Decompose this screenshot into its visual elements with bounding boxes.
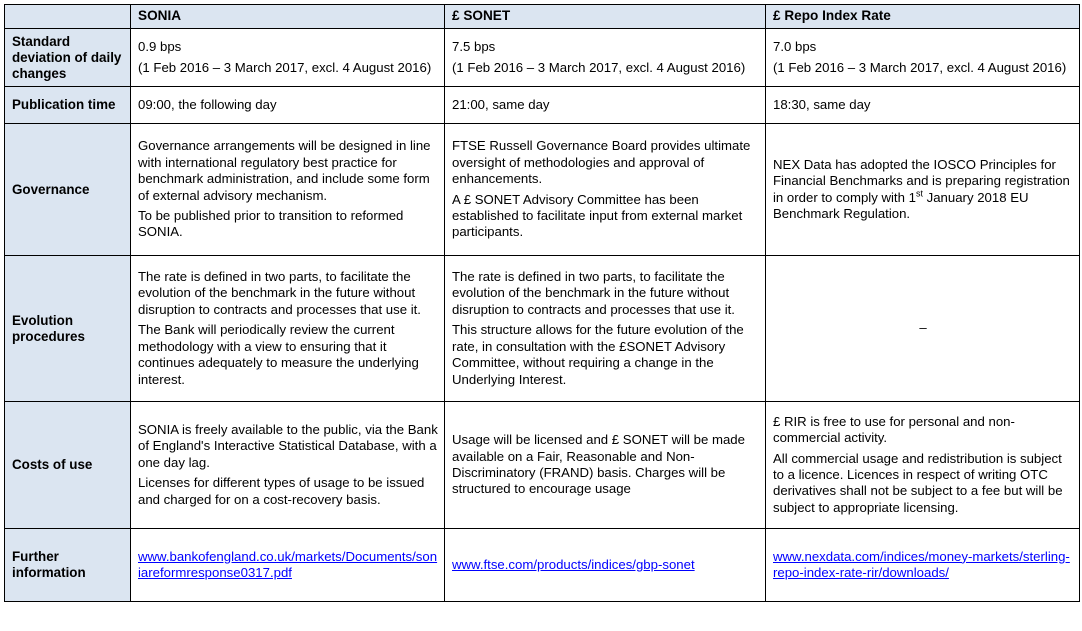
table-row-governance [5,124,1080,256]
sonet-governance-para-1: FTSE Russell Governance Board provides ultimate oversight of methodologies and approval of enhancements. [452,138,751,187]
cell-sonia-further-information [131,529,445,602]
column-header-sonet: £ SONET [445,5,766,29]
row-label-costs-of-use: Costs of use [5,402,131,529]
cell-rir-publication-time: 18:30, same day [766,87,1080,124]
sonet-governance-para-2: A £ SONET Advisory Committee has been established to facilitate input from external market participants. [452,191,743,240]
row-label-standard-deviation: Standard deviation of daily changes [5,29,131,87]
benchmark-comparison-table [4,4,1080,602]
cell-sonia-evolution-procedures [131,256,445,402]
cell-sonet-governance [445,124,766,256]
rir-costs-para-2: All commercial usage and redistribution is subject to a licence. Licences in respect of writing OTC derivatives shall not be subject to a fee but will be subject to appropriate licensing. [773,450,1063,515]
rir-costs-para-1: £ RIR is free to use for personal and non-commercial activity. [773,413,1015,446]
sonet-std-dev-value: 7.5 bps [452,39,496,55]
cell-sonia-costs-of-use [131,402,445,529]
column-header-sonia: SONIA [131,5,445,29]
sonia-costs-para-1: SONIA is freely available to the public, via the Bank of England's Interactive Statistical Database, with a one day lag. [138,421,438,470]
cell-sonia-governance [131,124,445,256]
cell-sonet-evolution-procedures [445,256,766,402]
cell-rir-evolution-procedures: – [766,256,1080,402]
table-row-standard-deviation [5,29,1080,87]
table-header-row [5,5,1080,29]
cell-rir-costs-of-use [766,402,1080,529]
row-label-publication-time: Publication time [5,87,131,124]
ordinal-suffix: st [915,188,923,199]
row-label-governance: Governance [5,124,131,256]
cell-sonet-costs-of-use: Usage will be licensed and £ SONET will be made available on a Fair, Reasonable and Non-Discriminatory (FRAND) basis. Charges will be structured to encourage usage [445,402,766,529]
cell-rir-standard-deviation [766,29,1080,87]
cell-sonet-further-information [445,529,766,602]
cell-sonet-publication-time: 21:00, same day [445,87,766,124]
sonia-evolution-para-1: The rate is defined in two parts, to facilitate the evolution of the benchmark in the future without disruption to contracts and processes that use it. [138,269,421,317]
rir-std-dev-value: 7.0 bps [773,39,817,55]
sonet-evolution-para-2: This structure allows for the future evolution of the rate, in consultation with the £SONET Advisory Committee, without requiring a change in the Underlying Interest. [452,322,744,387]
rir-governance-text-main: NEX Data has adopted the IOSCO Principles for Financial Benchmarks and is preparing registration in order to comply with 1 [773,156,1070,205]
cell-sonia-publication-time: 09:00, the following day [131,87,445,124]
sonia-governance-para-2: To be published prior to transition to reformed SONIA. [138,207,404,240]
nexdata-repo-index-rate-link[interactable]: www.nexdata.com/indices/money-markets/sterling-repo-index-rate-rir/downloads/ [773,548,1070,580]
table-row-further-information [5,529,1080,602]
rir-governance-text [773,157,1073,223]
table-row-publication-time [5,87,1080,124]
table-row-costs-of-use [5,402,1080,529]
rir-std-dev-period: (1 Feb 2016 – 3 March 2017, excl. 4 August 2016) [773,59,1067,75]
sonia-evolution-para-2: The Bank will periodically review the current methodology with a view to ensuring that it continues adequately to measure the underlying interest. [138,322,419,387]
cell-sonia-standard-deviation [131,29,445,87]
sonia-std-dev-value: 0.9 bps [138,39,182,55]
sonia-costs-para-2: Licenses for different types of usage to be issued and charged for on a cost-recovery basis. [138,475,425,507]
row-label-evolution-procedures: Evolution procedures [5,256,131,402]
table-row-evolution-procedures [5,256,1080,402]
sonet-std-dev-period: (1 Feb 2016 – 3 March 2017, excl. 4 August 2016) [452,59,746,75]
cell-sonet-standard-deviation [445,29,766,87]
row-label-further-information: Further information [5,529,131,602]
rir-governance-text-tail: January 2018 EU Benchmark Regulation. [773,189,1029,221]
sonia-std-dev-period: (1 Feb 2016 – 3 March 2017, excl. 4 August 2016) [138,59,432,75]
cell-rir-further-information [766,529,1080,602]
sonet-evolution-para-1: The rate is defined in two parts, to facilitate the evolution of the benchmark in the future without disruption to contracts and processes that use it. [452,269,735,317]
ftse-gbp-sonet-link[interactable]: www.ftse.com/products/indices/gbp-sonet [452,556,695,572]
header-corner-cell [5,5,131,29]
sonia-reform-response-link[interactable]: www.bankofengland.co.uk/markets/Documents/soniareformresponse0317.pdf [138,548,438,580]
sonia-governance-para-1: Governance arrangements will be designed in line with international regulatory best practice for benchmark administration, and include some form of external advisory mechanism. [138,138,431,203]
column-header-repo-index-rate: £ Repo Index Rate [766,5,1080,29]
cell-rir-governance [766,124,1080,256]
